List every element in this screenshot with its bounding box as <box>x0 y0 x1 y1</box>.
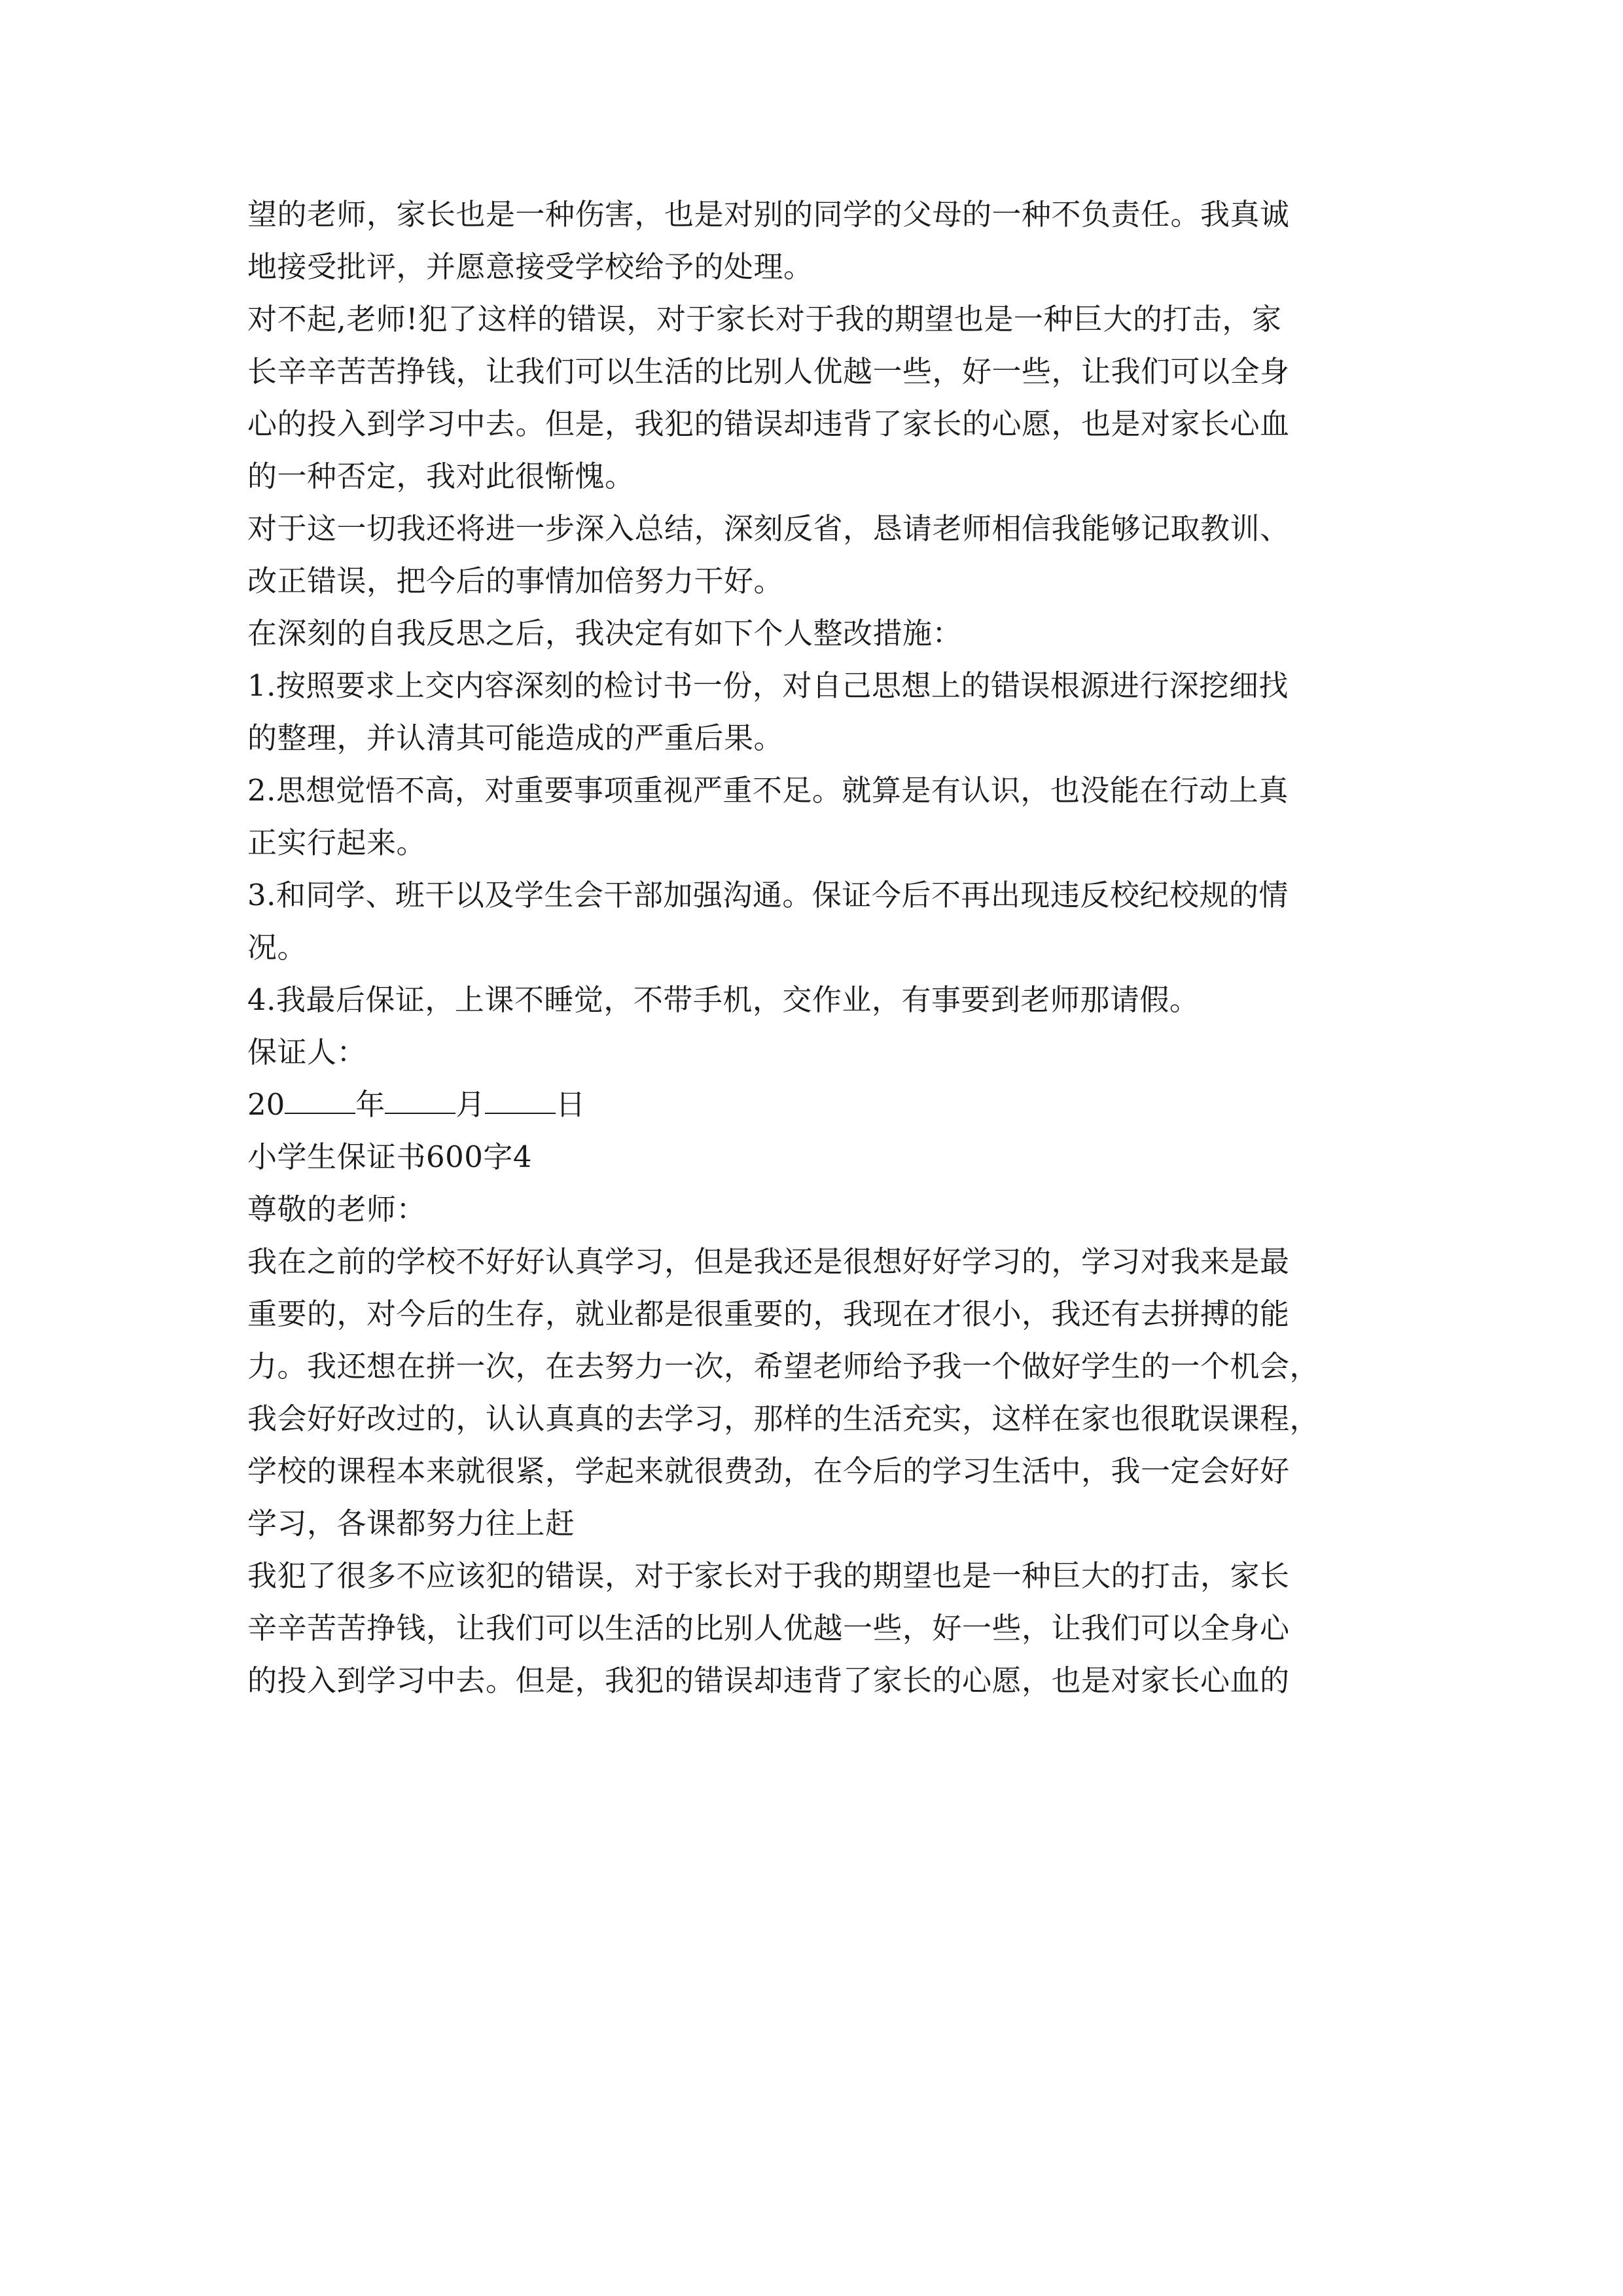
text-line: 辛辛苦苦挣钱，让我们可以生活的比别人优越一些，好一些，让我们可以全身心 <box>247 1611 1290 1645</box>
list-item-2: 2.思想觉悟不高，对重要事项重视严重不足。就算是有认识，也没能在行动上真 <box>247 773 1289 808</box>
month-blank <box>385 1079 455 1114</box>
list-item-1: 1.按照要求上交内容深刻的检讨书一份，对自己思想上的错误根源进行深挖细找 <box>247 668 1289 703</box>
document-body <box>247 188 1399 1707</box>
text-line: 心的投入到学习中去。但是，我犯的错误却违背了家长的心愿，也是对家长心血 <box>247 406 1290 441</box>
text-line: 的整理，并认清其可能造成的严重后果。 <box>247 721 784 755</box>
list-item-3: 3.和同学、班干以及学生会干部加强沟通。保证今后不再出现违反校纪校规的情 <box>247 878 1289 912</box>
text-line: 学校的课程本来就很紧，学起来就很费劲，在今后的学习生活中，我一定会好好 <box>247 1454 1290 1488</box>
text-line: 望的老师，家长也是一种伤害，也是对别的同学的父母的一种不负责任。我真诚 <box>247 197 1290 232</box>
text-line: 学习，各课都努力往上赶 <box>247 1506 575 1541</box>
text-line: 的一种否定，我对此很惭愧。 <box>247 459 635 493</box>
year-blank <box>285 1079 355 1114</box>
guarantor-label: 保证人： <box>247 1035 367 1069</box>
salutation: 尊敬的老师： <box>247 1192 427 1227</box>
signature-date <box>247 1079 1399 1131</box>
text-line: 在深刻的自我反思之后，我决定有如下个人整改措施： <box>247 616 963 651</box>
text-line: 长辛辛苦苦挣钱，让我们可以生活的比别人优越一些，好一些，让我们可以全身 <box>247 354 1290 389</box>
day-blank <box>485 1079 556 1114</box>
section-title: 小学生保证书600字4 <box>247 1139 533 1174</box>
text-line: 力。我还想在拼一次，在去努力一次，希望老师给予我一个做好学生的一个机会， <box>247 1349 1320 1384</box>
text-line: 改正错误，把今后的事情加倍努力干好。 <box>247 564 784 598</box>
text-line: 的投入到学习中去。但是，我犯的错误却违背了家长的心愿，也是对家长心血的 <box>247 1663 1290 1698</box>
text-line: 正实行起来。 <box>247 825 427 860</box>
day-label: 日 <box>556 1087 586 1122</box>
date-prefix: 20 <box>247 1087 285 1122</box>
month-label: 月 <box>455 1087 486 1122</box>
list-item-4: 4.我最后保证，上课不睡觉，不带手机，交作业，有事要到老师那请假。 <box>247 982 1200 1017</box>
text-line: 对于这一切我还将进一步深入总结，深刻反省，恳请老师相信我能够记取教训、 <box>247 511 1290 546</box>
text-line: 地接受批评，并愿意接受学校给予的处理。 <box>247 249 813 284</box>
text-line: 我在之前的学校不好好认真学习，但是我还是很想好好学习的，学习对我来是最 <box>247 1244 1290 1279</box>
text-line: 对不起,老师!犯了这样的错误，对于家长对于我的期望也是一种巨大的打击，家 <box>247 302 1282 336</box>
text-line: 我犯了很多不应该犯的错误，对于家长对于我的期望也是一种巨大的打击，家长 <box>247 1558 1290 1593</box>
text-line: 我会好好改过的，认认真真的去学习，那样的生活充实，这样在家也很耽误课程， <box>247 1401 1320 1436</box>
text-line: 况。 <box>247 930 308 965</box>
text-line: 重要的，对今后的生存，就业都是很重要的，我现在才很小，我还有去拼搏的能 <box>247 1297 1290 1331</box>
year-label: 年 <box>355 1087 385 1122</box>
